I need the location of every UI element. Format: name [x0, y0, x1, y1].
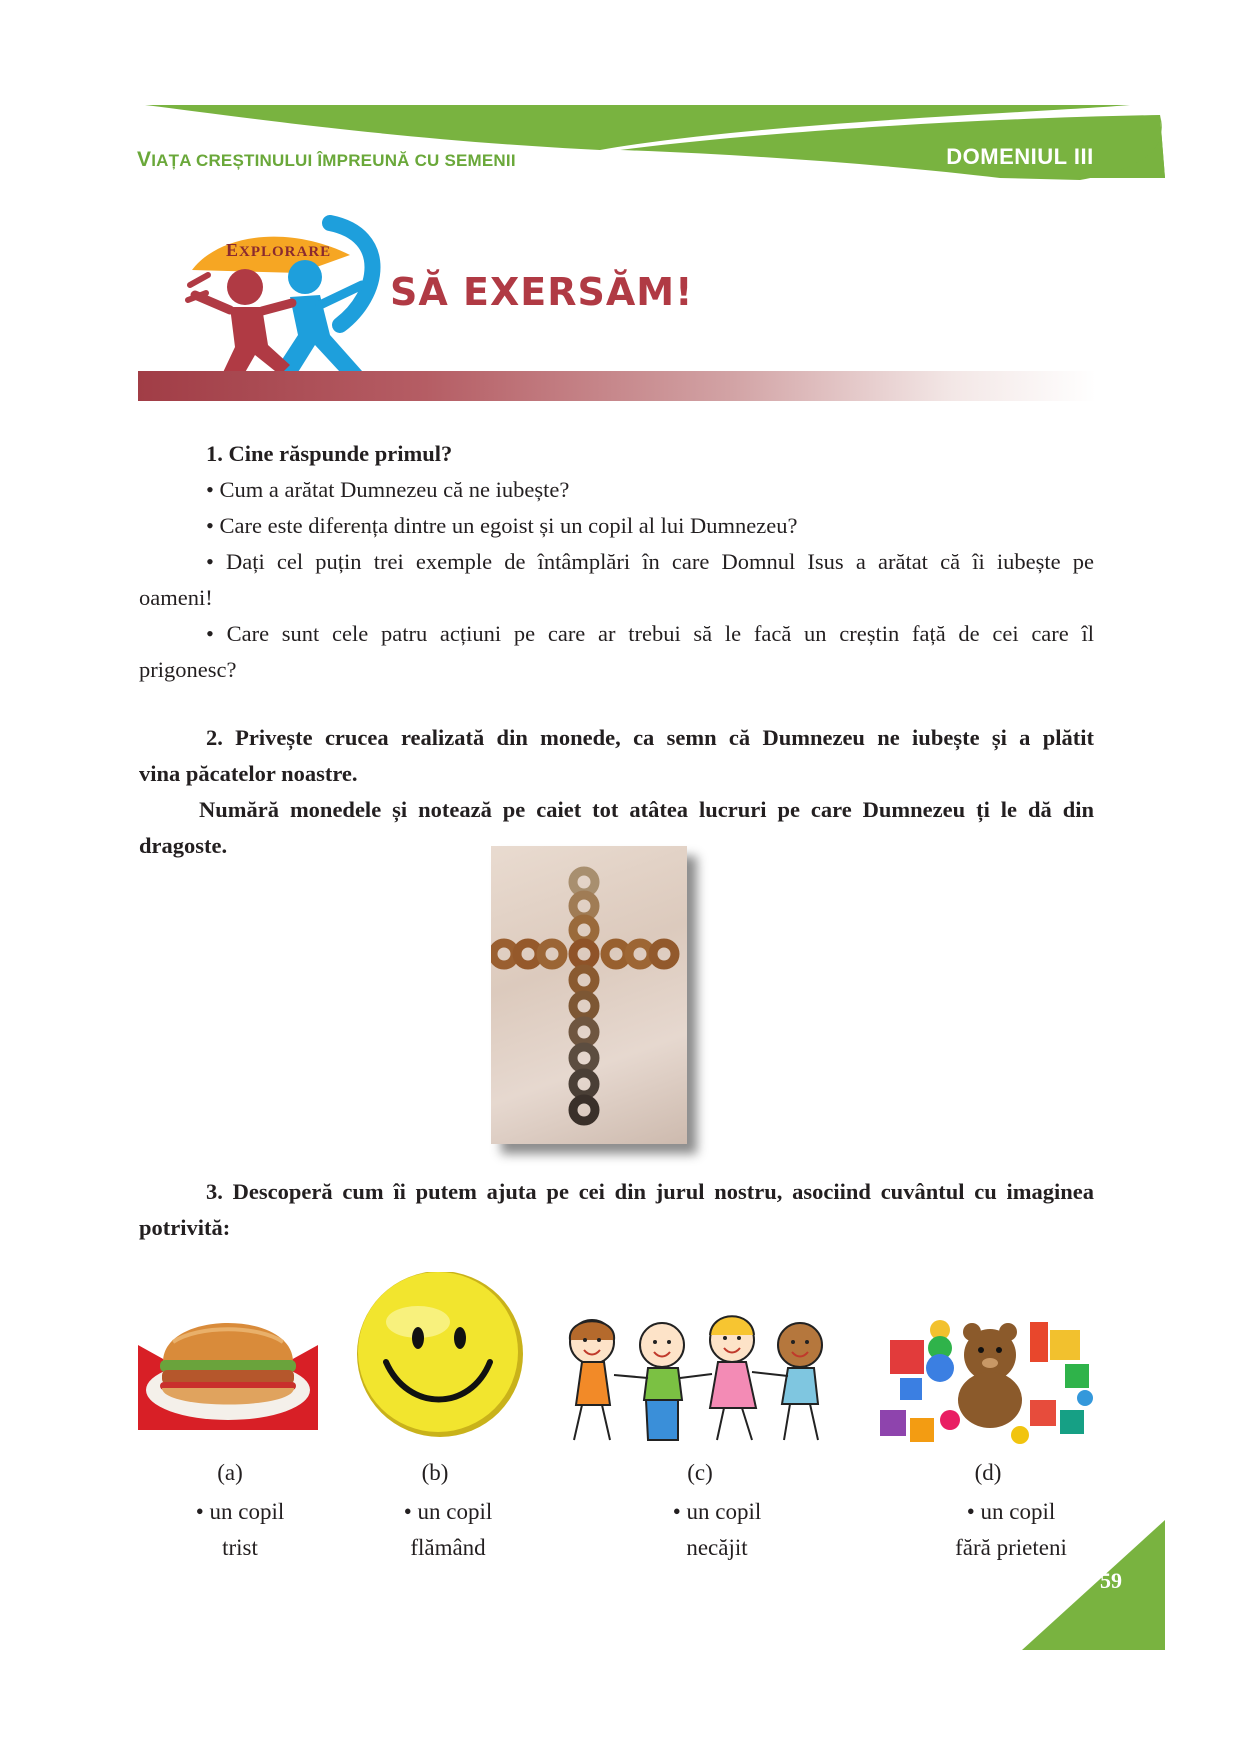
- image-label-c: (c): [687, 1460, 713, 1485]
- section-label: EXPLORARE: [226, 240, 332, 260]
- page-corner-triangle: [1020, 1520, 1165, 1650]
- domain-label: DOMENIUL III: [946, 144, 1094, 169]
- option-line: fără prieteni: [955, 1535, 1067, 1560]
- exercise-2-line: dragoste.: [139, 833, 228, 858]
- exercise-3-line: 3. Descoperă cum îi putem ajuta pe cei din jurul nostru, asociind cuvântul cu imaginea: [206, 1179, 1094, 1204]
- option-a: [170, 1494, 310, 1566]
- option-line: flămând: [410, 1535, 486, 1560]
- banner-gradient-bar: [138, 371, 1096, 401]
- coin-cross-icon: [491, 846, 687, 1144]
- hamburger-icon: [138, 1270, 318, 1440]
- happy-children-icon: [552, 1300, 842, 1450]
- exercise-1-item: • Care sunt cele patru acțiuni pe care ar trebui să le facă un creștin față de cei care îl: [206, 621, 1094, 646]
- option-line: necăjit: [686, 1535, 748, 1560]
- chapter-title: VIAȚA CREȘTINULUI ÎMPREUNĂ CU SEMENII: [137, 148, 516, 171]
- image-label-a: (a): [217, 1460, 243, 1485]
- toys-icon: [880, 1300, 1100, 1450]
- exercise-1-item: • Dați cel puțin trei exemple de întâmplări în care Domnul Isus a arătat că îi iubește pe: [206, 549, 1094, 574]
- option-c: [647, 1494, 787, 1566]
- page-number: 59: [1100, 1568, 1122, 1593]
- smiley-face-icon: [348, 1272, 528, 1442]
- exercise-1-item-cont: oameni!: [139, 585, 213, 610]
- option-line: • un copil: [966, 1499, 1056, 1524]
- exercise-2-line: 2. Privește crucea realizată din monede, ca semn că Dumnezeu ne iubește și a plătit: [206, 725, 1094, 750]
- exercise-1-item: • Care este diferența dintre un egoist și un copil al lui Dumnezeu?: [206, 513, 798, 538]
- option-line: • un copil: [672, 1499, 762, 1524]
- image-label-b: (b): [421, 1460, 449, 1485]
- image-label-d: (d): [974, 1460, 1002, 1485]
- exercise-1-heading: 1. Cine răspunde primul?: [206, 441, 453, 466]
- exercise-3-line: potrivită:: [139, 1215, 231, 1240]
- exercise-2-line: vina păcatelor noastre.: [139, 761, 358, 786]
- option-line: • un copil: [403, 1499, 493, 1524]
- exercise-1-item: • Cum a arătat Dumnezeu că ne iubește?: [206, 477, 570, 502]
- exercise-2-line: Numără monedele și notează pe caiet tot atâtea lucruri pe care Dumnezeu ți le dă din: [199, 797, 1094, 822]
- option-b: [378, 1494, 518, 1566]
- exercise-1-item-cont: prigonesc?: [139, 657, 237, 682]
- coin-cross-photo: [491, 846, 687, 1144]
- option-line: trist: [222, 1535, 258, 1560]
- option-line: • un copil: [195, 1499, 285, 1524]
- page-title: SĂ EXERSĂM!: [390, 270, 694, 314]
